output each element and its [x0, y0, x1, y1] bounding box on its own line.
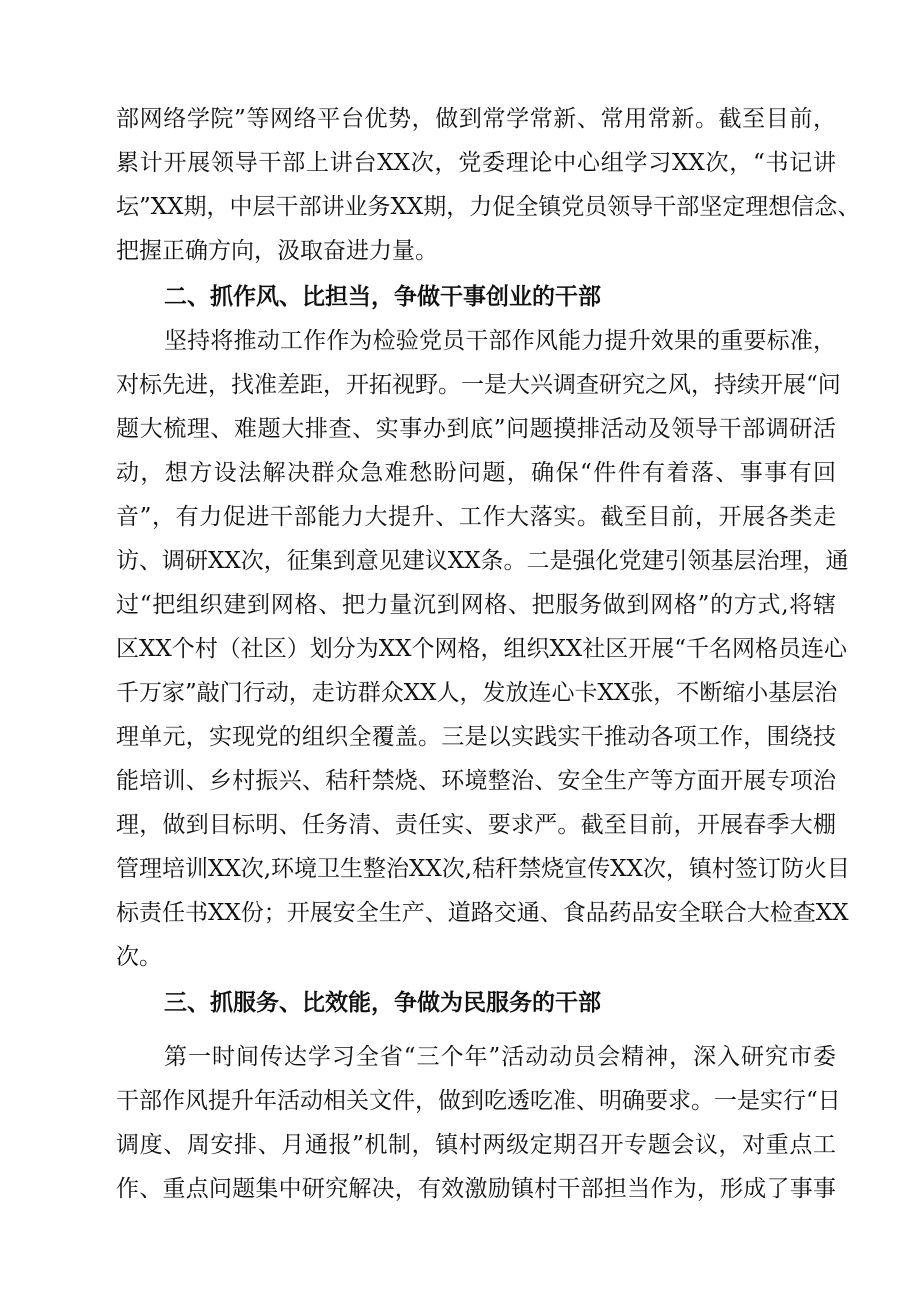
body-line: 累计开展领导干部上讲台XX次，党委理论中心组学习XX次，“书记讲: [116, 150, 836, 176]
body-line: 理单元，实现党的组织全覆盖。三是以实践实干推动各项工作，围绕技: [116, 724, 836, 750]
body-line: 理，做到目标明、任务清、责任实、要求严。截至目前，开展春季大棚: [116, 812, 836, 838]
body-line: 标责任书XX份；开展安全生产、道路交通、食品药品安全联合大检查XX: [116, 900, 849, 926]
body-line: 部网络学院”等网络平台优势，做到常学常新、常用常新。截至目前，: [116, 106, 836, 132]
body-line: 音”，有力促进干部能力大提升、工作大落实。截至目前，开展各类走: [116, 504, 836, 530]
body-line: 坚持将推动工作作为检验党员干部作风能力提升效果的重要标准，: [164, 328, 836, 354]
body-line: 管理培训XX次,环境卫生整治XX次,秸秆禁烧宣传XX次，镇村签订防火目: [116, 856, 850, 882]
body-line: 能培训、乡村振兴、秸秆禁烧、环境整治、安全生产等方面开展专项治: [116, 768, 836, 794]
body-line: 访、调研XX次，征集到意见建议XX条。二是强化党建引领基层治理，通: [116, 548, 849, 574]
body-line: 动，想方设法解决群众急难愁盼问题，确保“件件有着落、事事有回: [116, 460, 836, 486]
body-line: 题大梳理、难题大排查、实事办到底”问题摸排活动及领导干部调研活: [116, 416, 836, 442]
body-line: 次。: [116, 944, 162, 970]
body-line: 把握正确方向，汲取奋进力量。: [116, 238, 438, 264]
body-line: 坛”XX期，中层干部讲业务XX期，力促全镇党员领导干部坚定理想信念、: [116, 194, 861, 220]
body-line: 过“把组织建到网格、把力量沉到网格、把服务做到网格”的方式,将辖: [116, 592, 836, 618]
body-line: 调度、周安排、月通报”机制，镇村两级定期召开专题会议，对重点工: [116, 1132, 836, 1158]
body-line: 第一时间传达学习全省“三个年”活动动员会精神，深入研究市委: [164, 1044, 836, 1070]
body-line: 干部作风提升年活动相关文件，做到吃透吃准、明确要求。一是实行“日: [116, 1088, 841, 1114]
section-heading-2: 二、抓作风、比担当，争做干事创业的干部: [164, 284, 601, 310]
body-line: 千万家”敲门行动，走访群众XX人，发放连心卡XX张，不断缩小基层治: [116, 680, 838, 706]
section-heading-3: 三、抓服务、比效能，争做为民服务的干部: [164, 990, 601, 1016]
body-line: 作、重点问题集中研究解决，有效激励镇村干部担当作为，形成了事事: [116, 1176, 836, 1202]
body-line: 对标先进，找准差距，开拓视野。一是大兴调查研究之风，持续开展“问: [116, 372, 841, 398]
body-line: 区XX个村（社区）划分为XX个网格，组织XX社区开展“千名网格员连心: [116, 636, 848, 662]
